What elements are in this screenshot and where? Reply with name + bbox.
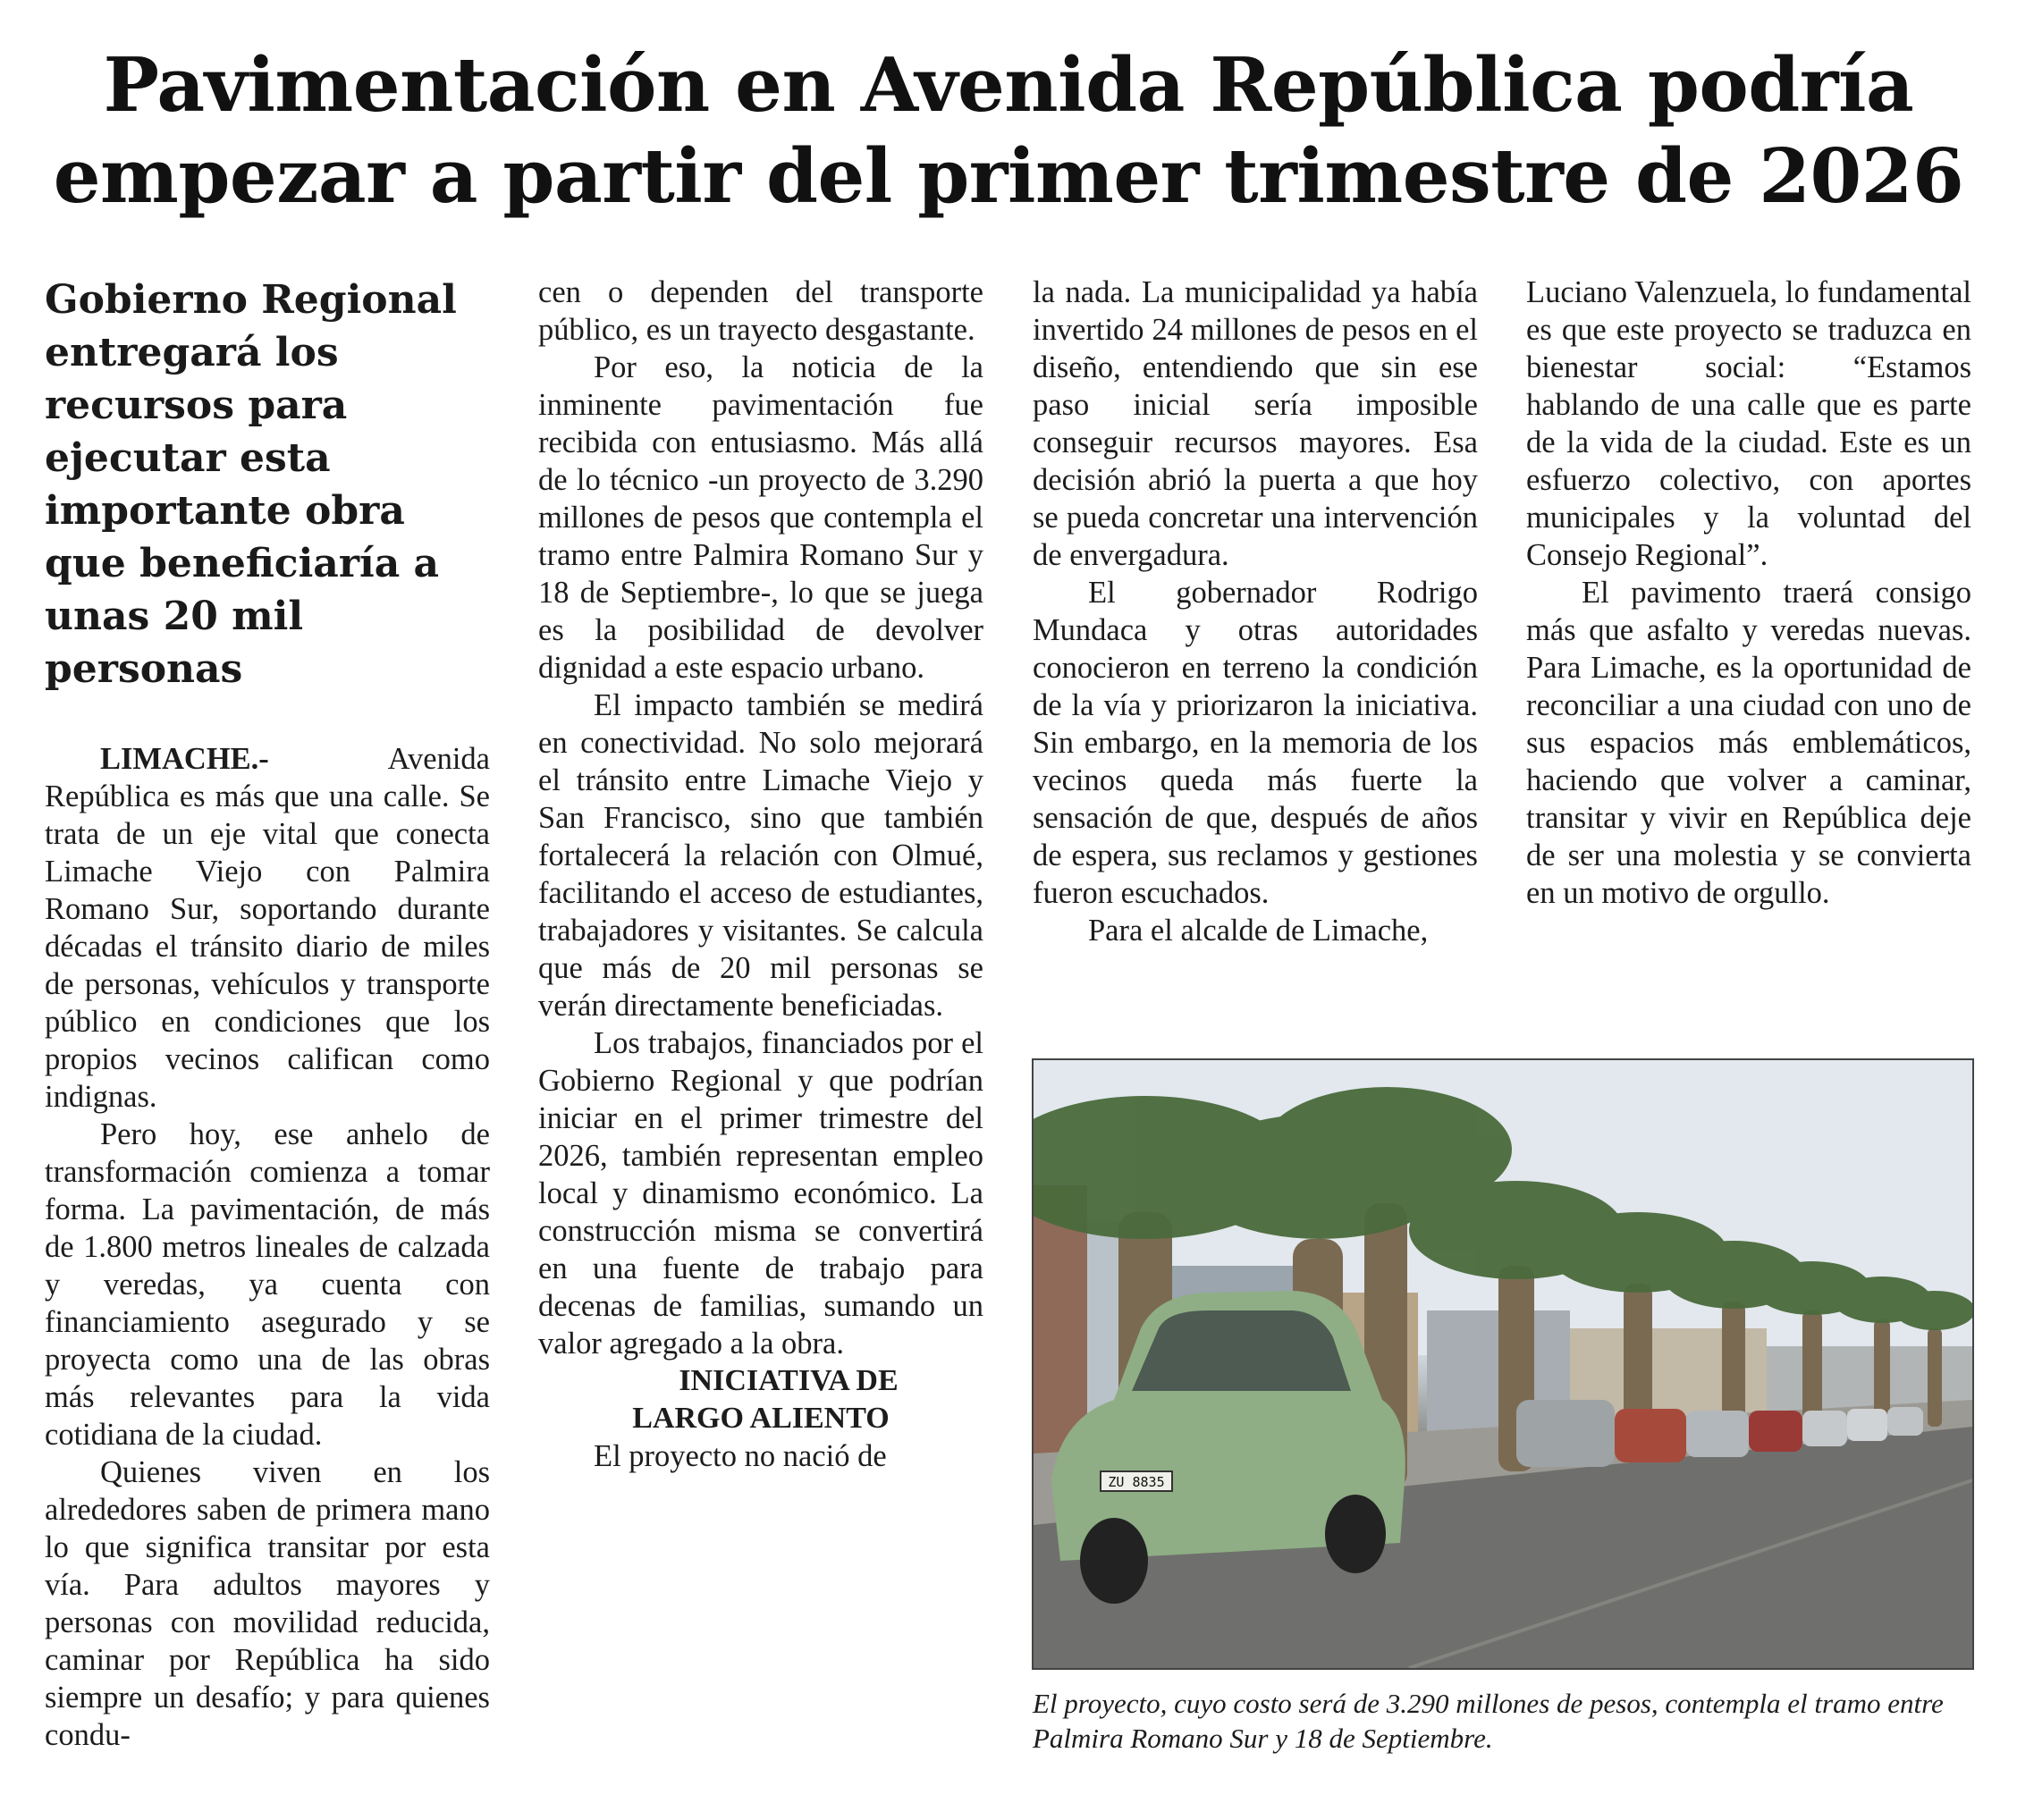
street-scene-illustration: [1034, 1060, 1972, 1668]
photo-caption: El proyecto, cuyo costo será de 3.290 millones de pesos, contempla el tramo entre Palmira Romano Sur y 18 de Septiembre.: [1033, 1688, 1944, 1754]
paragraph-7-continued: la nada. La municipalidad ya había invertido 24 millones de pesos en el diseño, entendiendo que sin ese paso inicial sería imposible conseguir recursos mayores. Esa decisión abrió la puerta a que hoy se pueda concretar una intervención de envergadura.: [1033, 275, 1478, 572]
dateline: LIMACHE.-: [100, 742, 269, 776]
paragraph-1: [45, 740, 490, 1116]
paragraph-7-start: El proyecto no nació de: [594, 1439, 887, 1473]
street-photo: [1032, 1058, 1974, 1670]
section-heading-line-2: LARGO ALIENTO: [632, 1402, 890, 1435]
column-3: [1033, 274, 1478, 949]
paragraph-3-continued: cen o dependen del transporte público, es un trayecto desgastante.: [538, 275, 983, 347]
section-heading-line-1: INICIATIVA DE: [679, 1364, 899, 1397]
license-plate: ZU 8835: [1108, 1474, 1165, 1490]
column-2: [538, 274, 983, 1475]
paragraph-6: Los trabajos, financiados por el Gobierno Regional y que podrían iniciar en el primer trimestre del 2026, también representan empleo local y dinamismo económico. La construcción misma se convertirá en una fuente de trabajo para decenas de familias, sumando un valor agregado a la obra.: [538, 1026, 983, 1361]
paragraph-1-text: Avenida República es más que una calle. Se trata de un eje vital que conecta Limache Viejo con Palmira Romano Sur, soportando durante décadas el tránsito diario de miles de personas, vehículos y transporte público en condiciones que los propios vecinos califican como indignas.: [45, 742, 490, 1114]
paragraph-5: El impacto también se medirá en conectividad. No solo mejorará el tránsito entre Limache Viejo y San Francisco, sino que también fortalecerá la relación con Olmué, facilitando el acceso de estudiantes, trabajadores y visitantes. Se calcula que más de 20 mil personas se verán directamente beneficiadas.: [538, 688, 983, 1023]
paragraph-9-continued: Luciano Valenzuela, lo fundamental es que este proyecto se traduzca en bienestar social: “Estamos hablando de una calle que es parte de la vida de la ciudad. Este es un esfuerzo colectivo, con aportes municipales y la voluntad del Consejo Regional”.: [1526, 275, 1971, 572]
column-4: [1526, 274, 1971, 912]
paragraph-10: El pavimento traerá consigo más que asfalto y veredas nuevas. Para Limache, es la oportunidad de reconciliar a una ciudad con uno de sus espacios más emblemáticos, haciendo que volver a caminar, transitar y vivir en República deje de ser una molestia y se convierta en un motivo de orgullo.: [1526, 576, 1971, 910]
paragraph-8: El gobernador Rodrigo Mundaca y otras autoridades conocieron en terreno la condición de la vía y priorizaron la iniciativa. Sin embargo, en la memoria de los vecinos queda más fuerte la sensación de que, después de años de espera, sus reclamos y gestiones fueron escuchados.: [1033, 576, 1478, 910]
paragraph-2: Pero hoy, ese anhelo de transformación comienza a tomar forma. La pavimentación, de más de 1.800 metros lineales de calzada y veredas, ya cuenta con financiamiento asegurado y se proyecta como una de las obras más relevantes para la vida cotidiana de la ciudad.: [45, 1117, 490, 1452]
paragraph-4: Por eso, la noticia de la inminente pavimentación fue recibida con entusiasmo. Más allá de lo técnico -un proyecto de 3.290 millones de pesos que contempla el tramo entre Palmira Romano Sur y 18 de Septiembre-, lo que se juega es la posibilidad de devolver dignidad a este espacio urbano.: [538, 350, 983, 685]
paragraph-9-start: Para el alcalde de Limache,: [1088, 914, 1429, 948]
headline: [36, 39, 1981, 222]
subheading: Gobierno Regional entregará los recursos para ejecutar esta importante obra que beneficiaría a unas 20 mil personas: [45, 277, 457, 692]
section-heading: [538, 1362, 983, 1437]
headline-line-2: empezar a partir del primer trimestre de 2026: [53, 132, 1964, 220]
column-1: [45, 274, 490, 1754]
paragraph-3-start: Quienes viven en los alrededores saben de primera mano lo que significa transitar por esta vía. Para adultos mayores y personas con movilidad reducida, caminar por República ha sido siempre un desafío; y para quienes condu-: [45, 1455, 490, 1752]
headline-line-1: Pavimentación en Avenida República podría: [103, 41, 1914, 129]
